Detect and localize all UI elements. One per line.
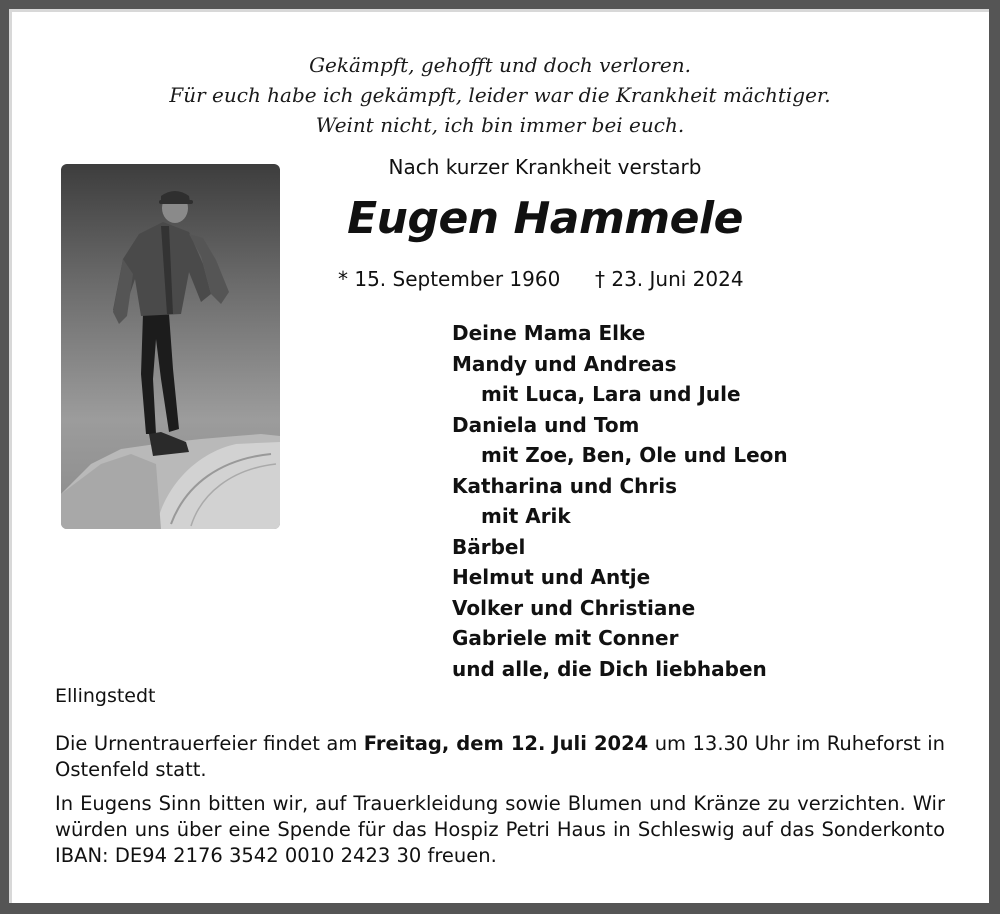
- family-line: Daniela und Tom: [452, 412, 640, 437]
- family-line: Mandy und Andreas: [452, 351, 677, 376]
- family-line: Gabriele mit Conner: [452, 626, 679, 650]
- ceremony-date: Freitag, dem 12. Juli 2024: [363, 732, 649, 755]
- death-date: † 23. Juni 2024: [595, 267, 744, 291]
- family-line-sub: mit Arik: [481, 504, 571, 528]
- family-line: Helmut und Antje: [452, 565, 651, 589]
- portrait-illustration: [61, 164, 280, 529]
- family-line-sub: mit Luca, Lara und Jule: [481, 382, 741, 406]
- family-line: Volker und Christiane: [452, 595, 696, 620]
- deceased-name: Eugen Hammele: [347, 193, 743, 244]
- portrait-photo: [61, 164, 280, 529]
- birth-date: * 15. September 1960: [338, 267, 561, 291]
- family-line: Deine Mama Elke: [452, 321, 646, 345]
- ceremony-notice: [55, 731, 945, 783]
- family-list: [452, 318, 788, 684]
- place-name: Ellingstedt: [55, 685, 156, 707]
- verse-line-3: Weint nicht, ich bin immer bei euch.: [315, 113, 685, 137]
- family-line: Bärbel: [452, 534, 526, 559]
- family-line: und alle, die Dich liebhaben: [452, 656, 767, 681]
- intro-text: Nach kurzer Krankheit verstarb: [388, 155, 702, 179]
- ceremony-prefix: Die Urnentrauerfeier findet am: [55, 732, 358, 755]
- family-line-sub: mit Zoe, Ben, Ole und Leon: [481, 443, 788, 467]
- family-line: Katharina und Chris: [452, 473, 677, 498]
- verse-line-2: Für euch habe ich gekämpft, leider war die Krankheit mächtiger.: [169, 83, 831, 107]
- verse-line-1: Gekämpft, gehofft und doch verloren.: [309, 53, 691, 77]
- ceremony-suffix: um 13.30 Uhr im Ruheforst in Ostenfeld statt.: [55, 732, 945, 781]
- donation-request: In Eugens Sinn bitten wir, auf Trauerkleidung sowie Blumen und Kränze zu verzichten. Wir würden uns über eine Spende für das Hospiz Petri Haus in Schleswig auf das Sonderkonto IBAN: DE94 2176 3542 0010 2423 30 freuen.: [55, 792, 945, 867]
